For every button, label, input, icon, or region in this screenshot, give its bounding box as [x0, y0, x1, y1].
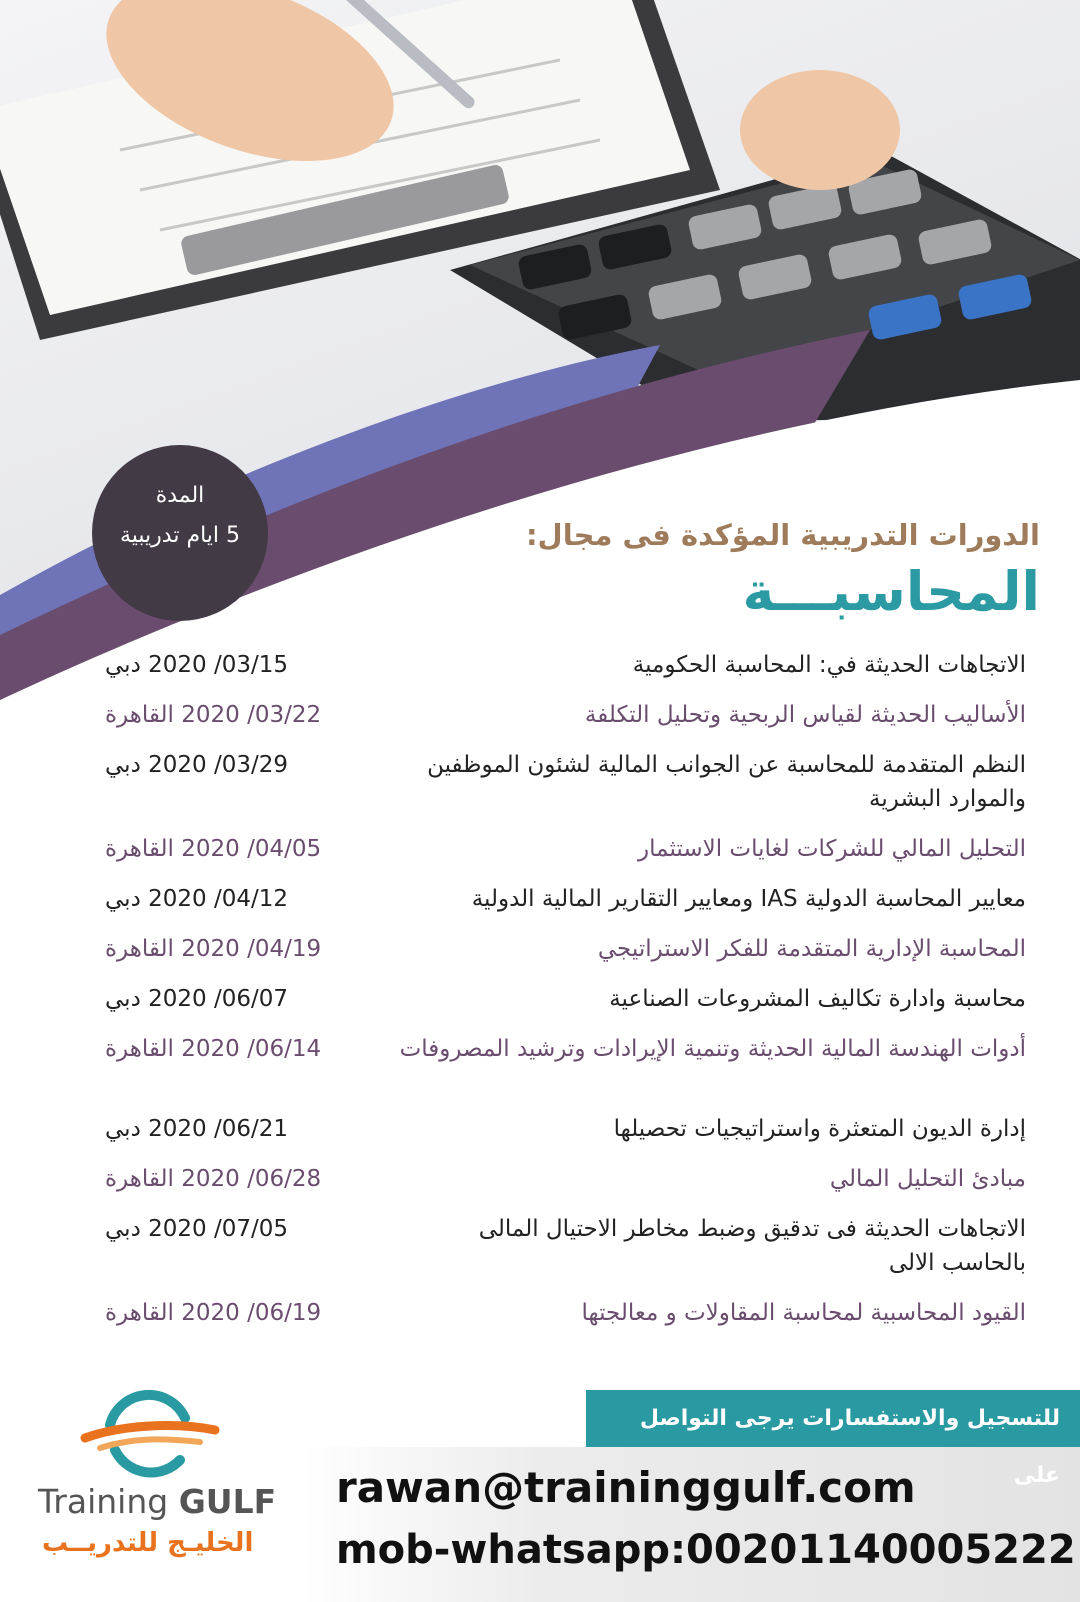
duration-badge [92, 445, 268, 621]
course-date: 06/14/ 2020 القاهرة [105, 1036, 322, 1062]
brand-arabic: الخليـج للتدريــب [42, 1528, 254, 1558]
course-title: أدوات الهندسة المالية الحديثة وتنمية الإيرادات وترشيد المصروفات [399, 1036, 1026, 1062]
course-title: الأساليب الحديثة لقياس الربحية وتحليل التكلفة [584, 702, 1026, 728]
course-date: 06/07/ 2020 دبي [105, 986, 289, 1012]
course-title: النظم المتقدمة للمحاسبة عن الجوانب المالية لشئون الموظفين والموارد البشرية [427, 752, 1026, 812]
course-title: التحليل المالي للشركات لغايات الاستثمار [638, 836, 1026, 862]
page-subtitle: الدورات التدريبية المؤكدة فى مجال: [525, 518, 1040, 552]
course-date: 06/21/ 2020 دبي [105, 1116, 289, 1142]
course-date: 06/19/ 2020 القاهرة [105, 1300, 322, 1326]
course-date: 07/05/ 2020 دبي [105, 1216, 289, 1242]
brand-name [38, 1482, 276, 1521]
course-date: 03/22/ 2020 القاهرة [105, 702, 322, 728]
email-link[interactable]: rawan@traininggulf.com [336, 1463, 916, 1512]
duration-label: المدة [155, 483, 205, 508]
course-date: 04/19/ 2020 القاهرة [105, 936, 322, 962]
contact-banner: للتسجيل والاستفسارات يرجى التواصل على [586, 1390, 1080, 1447]
phone-link[interactable]: mob-whatsapp:00201140005222 [336, 1527, 1076, 1573]
course-date: 06/28/ 2020 القاهرة [105, 1166, 322, 1192]
course-date: 04/05/ 2020 القاهرة [105, 836, 322, 862]
course-date: 04/12/ 2020 دبي [105, 886, 289, 912]
page-heading [340, 518, 1040, 623]
course-title: الاتجاهات الحديثة فى تدقيق وضبط مخاطر الاحتيال المالى بالحاسب الالى [478, 1216, 1026, 1276]
course-title: القيود المحاسبية لمحاسبة المقاولات و معالجتها [581, 1300, 1026, 1326]
course-date: 03/15/ 2020 دبي [105, 652, 289, 678]
course-title: إدارة الديون المتعثرة واستراتيجيات تحصيلها [613, 1116, 1026, 1142]
logo [30, 1390, 280, 1580]
course-title: معايير المحاسبة الدولية IAS ومعايير التقارير المالية الدولية [471, 886, 1026, 912]
course-date: 03/29/ 2020 دبي [105, 752, 289, 778]
globe-logo-icon [80, 1390, 220, 1480]
brand-name-light: Training [38, 1482, 179, 1521]
brand-name-bold: GULF [178, 1482, 277, 1521]
course-title: الاتجاهات الحديثة في: المحاسبة الحكومية [632, 652, 1026, 678]
course-title: المحاسبة الإدارية المتقدمة للفكر الاستراتيجي [597, 936, 1026, 962]
page-title: المحاسبـــة [742, 560, 1040, 623]
course-title: مبادئ التحليل المالي [829, 1166, 1026, 1192]
course-title: محاسبة وادارة تكاليف المشروعات الصناعية [609, 986, 1026, 1012]
duration-value: 5 ايام تدريبية [119, 523, 241, 548]
